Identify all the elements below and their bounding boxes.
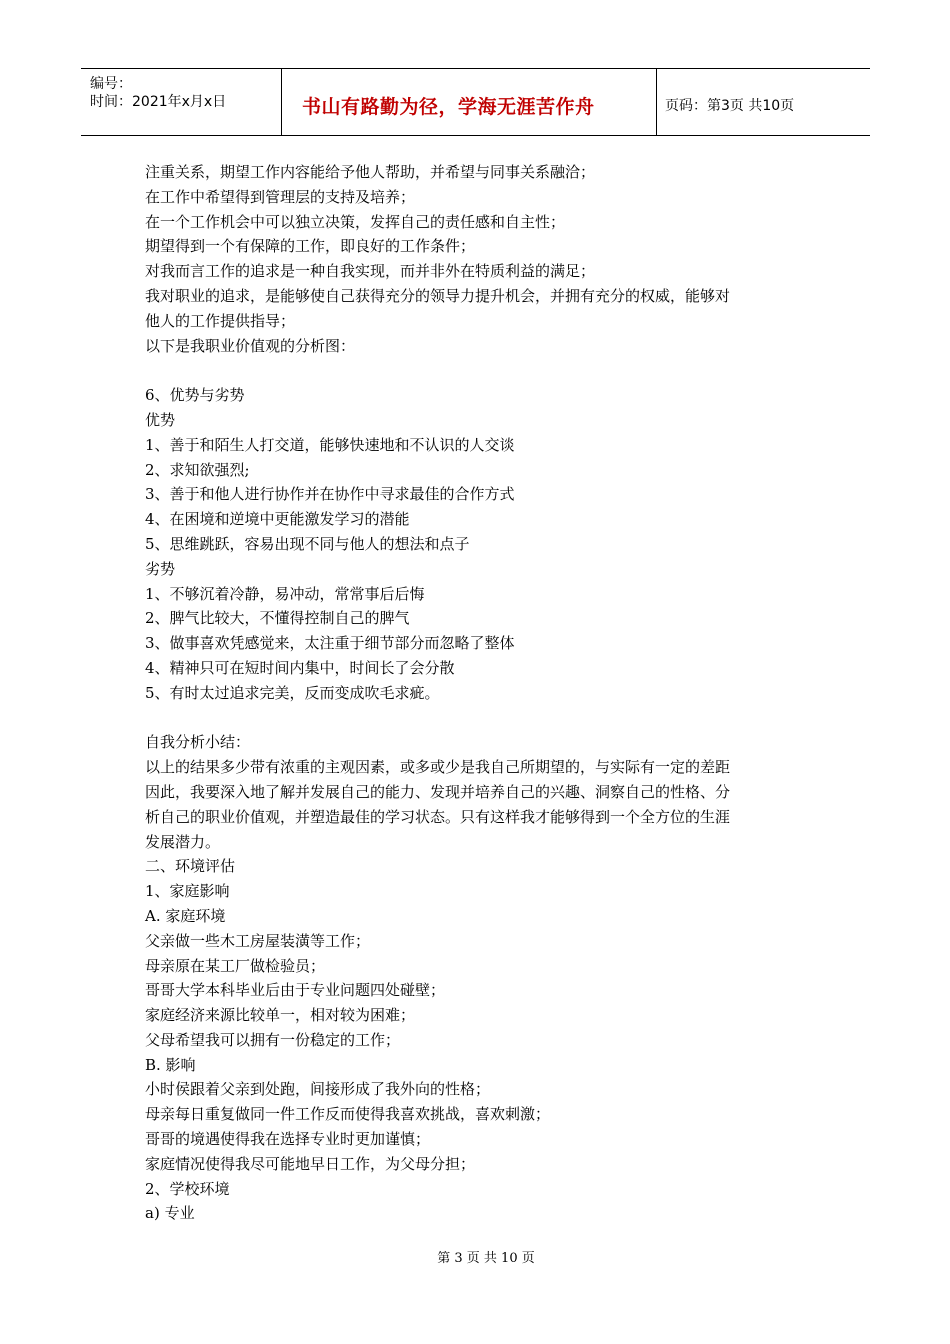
body-text-line: 发展潜力。 xyxy=(145,832,221,851)
body-text-line: 父亲做一些木工房屋装潢等工作； xyxy=(145,931,371,950)
body-text-line: 4、在困境和逆境中更能激发学习的潜能 xyxy=(145,510,410,529)
body-text-line: 小时侯跟着父亲到处跑，间接形成了我外向的性格； xyxy=(145,1080,491,1099)
document-body xyxy=(145,160,815,1226)
body-text-line: 注重关系，期望工作内容能给予他人帮助，并希望与同事关系融洽； xyxy=(145,163,596,181)
body-text-line: 父母希望我可以拥有一份稳定的工作； xyxy=(145,1030,401,1049)
blank-line xyxy=(145,706,815,731)
body-text-line: 5、有时太过追求完美，反而变成吹毛求疵。 xyxy=(145,683,440,702)
body-text-line: 在工作中希望得到管理层的支持及培养； xyxy=(145,187,416,206)
body-text-line: 因此，我要深入地了解并发展自己的能力、发现并培养自己的兴趣、洞察自己的性格、分 xyxy=(145,782,731,801)
body-text-line: 二、环境评估 xyxy=(145,857,236,876)
header-meta-cell xyxy=(81,69,282,135)
body-text-line: 4、精神只可在短时间内集中，时间长了会分散 xyxy=(145,658,455,677)
page-footer: 第 3 页 共 10 页 xyxy=(437,1251,535,1266)
body-text-line: 2、求知欲强烈; xyxy=(145,460,250,479)
body-text-line: B. 影响 xyxy=(145,1055,196,1074)
header-page-cell xyxy=(657,69,870,135)
header-motto: 书山有路勤为径，学海无涯苦作舟 xyxy=(302,96,595,118)
body-text-line: 以上的结果多少带有浓重的主观因素，或多或少是我自己所期望的，与实际有一定的差距 xyxy=(145,758,731,777)
body-text-line: 2、脾气比较大，不懂得控制自己的脾气 xyxy=(145,609,410,628)
body-text-line: 哥哥的境遇使得我在选择专业时更加谨慎； xyxy=(145,1130,431,1149)
body-text-line: 母亲原在某工厂做检验员； xyxy=(145,956,326,975)
body-text-line: 家庭情况使得我尽可能地早日工作，为父母分担； xyxy=(145,1154,476,1173)
body-text-line: 优势 xyxy=(145,410,176,429)
body-text-line: 自我分析小结： xyxy=(145,733,251,752)
body-text-line: 在一个工作机会中可以独立决策，发挥自己的责任感和自主性； xyxy=(145,212,566,231)
body-text-line: 哥哥大学本科毕业后由于专业问题四处碰壁； xyxy=(145,981,446,1000)
blank-line xyxy=(145,358,815,383)
body-text-line: 我对职业的追求，是能够使自己获得充分的领导力提升机会，并拥有充分的权威，能够对 xyxy=(145,286,731,305)
body-text-line: 期望得到一个有保障的工作，即良好的工作条件； xyxy=(145,237,476,256)
page-header xyxy=(81,68,870,136)
body-text-line: 析自己的职业价值观，并塑造最佳的学习状态。只有这样我才能够得到一个全方位的生涯 xyxy=(145,807,731,826)
body-text-line: 1、不够沉着冷静，易冲动，常常事后后悔 xyxy=(145,584,425,603)
body-text-line: 5、思维跳跃，容易出现不同与他人的想法和点子 xyxy=(145,534,470,553)
body-text-line: a) 专业 xyxy=(145,1204,195,1223)
body-text-line: 家庭经济来源比较单一，相对较为困难； xyxy=(145,1006,416,1025)
body-text-line: 劣势 xyxy=(145,559,176,578)
body-text-line: 3、善于和他人进行协作并在协作中寻求最佳的合作方式 xyxy=(145,485,515,504)
body-text-line: A. 家庭环境 xyxy=(145,906,226,925)
document-date-label: 时间：2021年x月x日 xyxy=(90,94,227,110)
header-page-info: 页码：第3页 共10页 xyxy=(665,98,795,114)
body-text-line: 1、善于和陌生人打交道，能够快速地和不认识的人交谈 xyxy=(145,435,515,454)
body-text-line: 他人的工作提供指导； xyxy=(145,311,296,330)
body-text-line: 对我而言工作的追求是一种自我实现，而并非外在特质利益的满足； xyxy=(145,262,596,281)
document-number-label: 编号： xyxy=(90,76,132,92)
body-text-line: 1、家庭影响 xyxy=(145,882,230,901)
body-text-line: 3、做事喜欢凭感觉来，太注重于细节部分而忽略了整体 xyxy=(145,634,515,653)
body-text-line: 2、学校环境 xyxy=(145,1179,230,1198)
body-text-line: 6、优势与劣势 xyxy=(145,386,245,405)
header-motto-cell xyxy=(282,69,657,135)
body-text-line: 母亲每日重复做同一件工作反而使得我喜欢挑战，喜欢刺激； xyxy=(145,1105,551,1124)
body-text-line: 以下是我职业价值观的分析图： xyxy=(145,336,356,355)
